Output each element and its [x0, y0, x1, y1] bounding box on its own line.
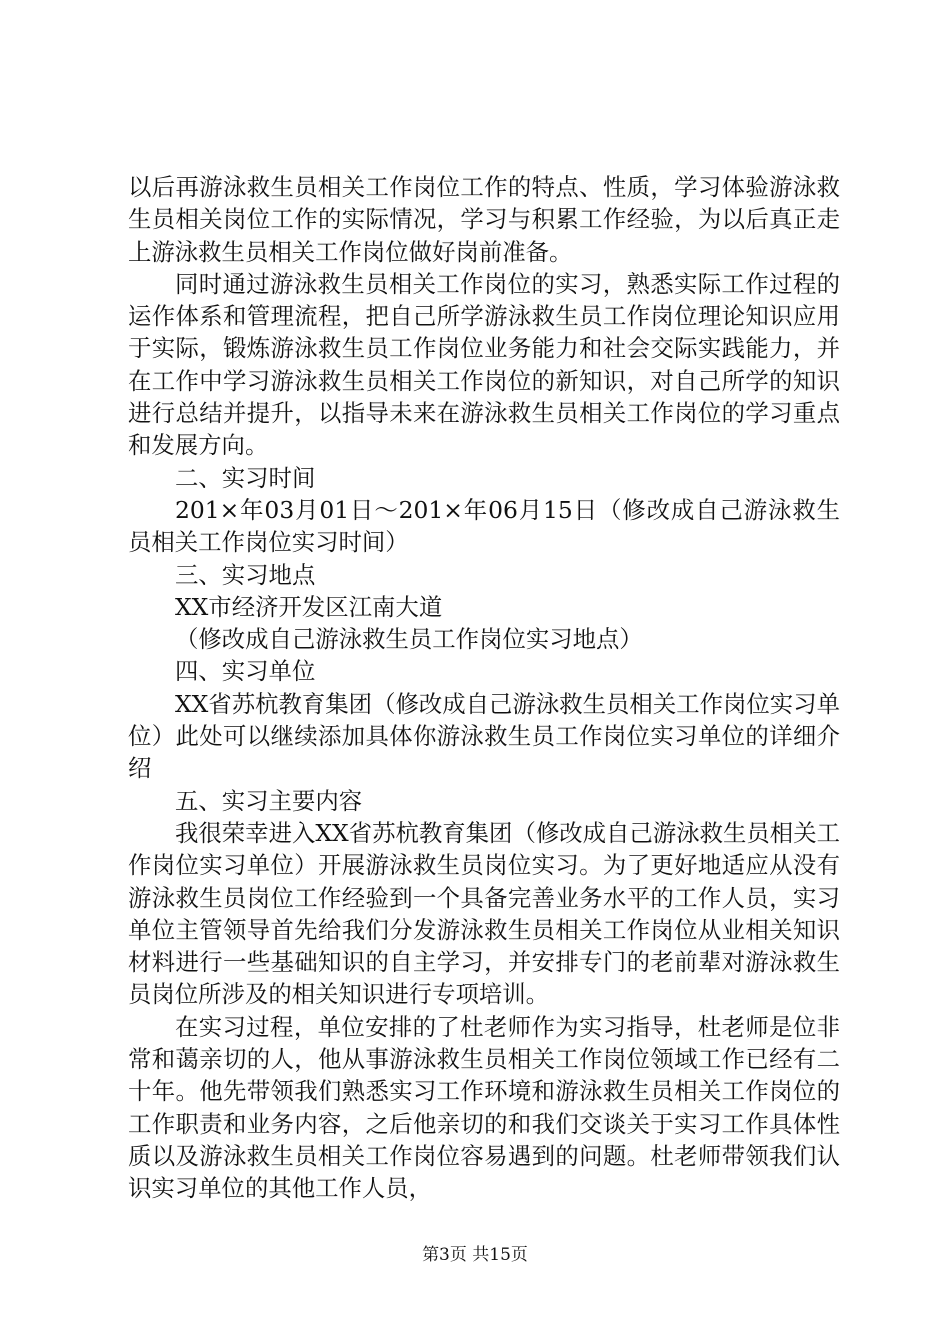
section-heading-unit: 四、实习单位: [175, 657, 316, 686]
paragraph-content-2: 在实习过程，单位安排的了杜老师作为实习指导，杜老师是位非常和蔼亲切的人，他从事游泳救生员相关工作岗位领域工作已经有二十年。他先带领我们熟悉实习工作环境和游泳救生员相关工作岗位的工作职责和业务内容，之后他亲切的和我们交谈关于实习工作具体性质以及游泳救生员相关工作岗位容易遇到的问题。杜老师带领我们认识实习单位的其他工作人员，: [128, 1012, 840, 1203]
paragraph-location: XX市经济开发区江南大道: [175, 592, 443, 621]
page-footer: 第3页 共15页: [422, 1245, 528, 1265]
paragraph-1: 以后再游泳救生员相关工作岗位工作的特点、性质，学习体验游泳救生员相关岗位工作的实际情况，学习与积累工作经验，为以后真正走上游泳救生员相关工作岗位做好岗前准备。: [128, 173, 840, 266]
section-heading-time: 二、实习时间: [175, 463, 316, 492]
section-heading-content: 五、实习主要内容: [175, 786, 363, 815]
paragraph-internship-time: 201×年03月01日～201×年06月15日（修改成自己游泳救生员相关工作岗位实习时间）: [128, 495, 840, 557]
paragraph-unit: XX省苏杭教育集团（修改成自己游泳救生员相关工作岗位实习单位）此处可以继续添加具体你游泳救生员工作岗位实习单位的详细介绍: [128, 689, 840, 783]
section-heading-location: 三、实习地点: [175, 560, 316, 589]
paragraph-location-note: （修改成自己游泳救生员工作岗位实习地点）: [175, 625, 643, 654]
paragraph-2: 同时通过游泳救生员相关工作岗位的实习，熟悉实际工作过程的运作体系和管理流程，把自己所学游泳救生员工作岗位理论知识应用于实际，锻炼游泳救生员工作岗位业务能力和社会交际实践能力，并在工作中学习游泳救生员相关工作岗位的新知识，对自己所学的知识进行总结并提升，以指导未来在游泳救生员相关工作岗位的学习重点和发展方向。: [128, 269, 840, 460]
document-body: [128, 171, 840, 1205]
paragraph-content-1: 我很荣幸进入XX省苏杭教育集团（修改成自己游泳救生员相关工作岗位实习单位）开展游泳救生员岗位实习。为了更好地适应从没有游泳救生员岗位工作经验到一个具备完善业务水平的工作人员，实习单位主管领导首先给我们分发游泳救生员相关工作岗位从业相关知识材料进行一些基础知识的自主学习，并安排专门的老前辈对游泳救生员岗位所涉及的相关知识进行专项培训。: [128, 818, 840, 1009]
